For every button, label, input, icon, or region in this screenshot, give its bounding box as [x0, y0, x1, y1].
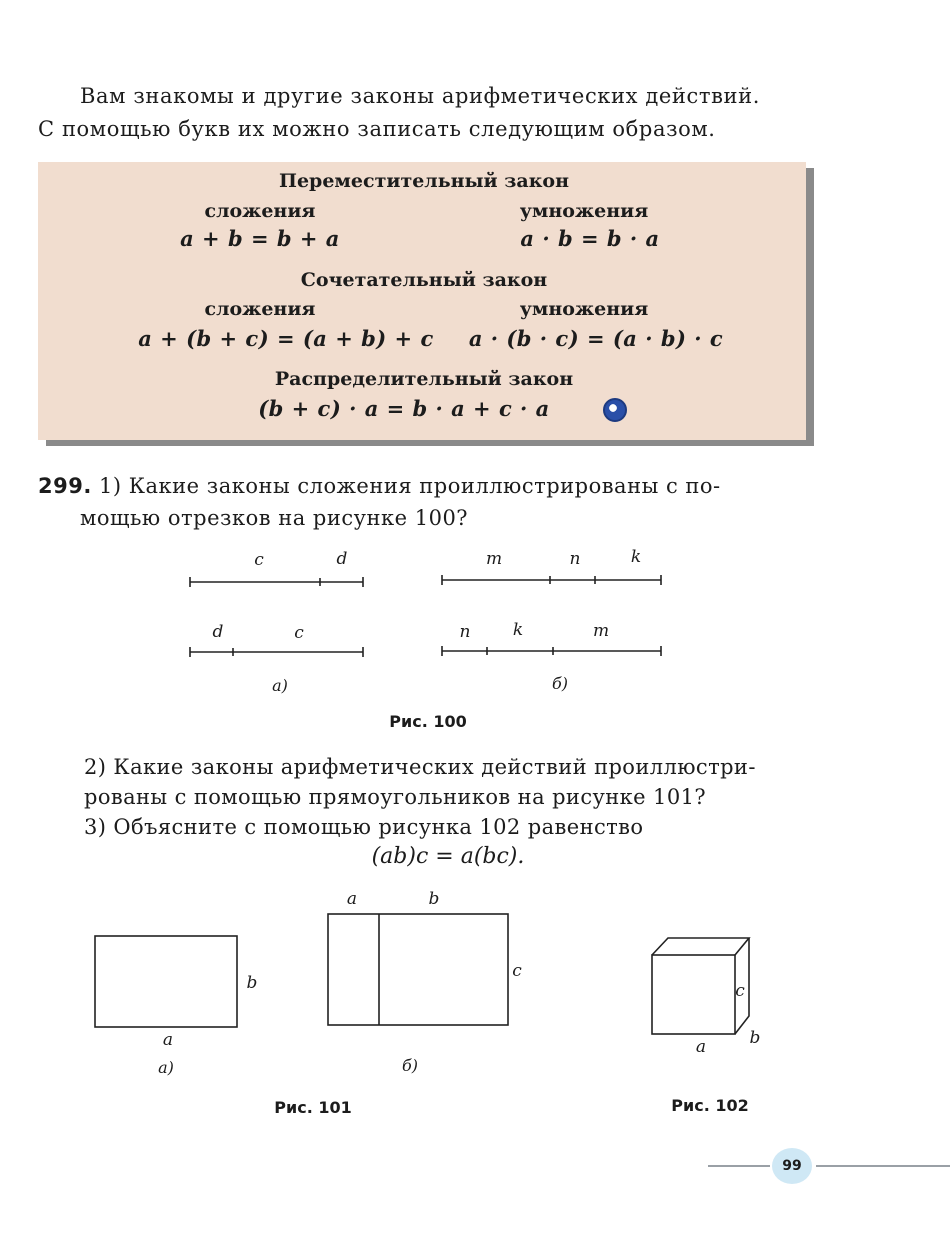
- task-part3-line1: 3) Объясните с помощью рисунка 102 равенство: [84, 815, 644, 839]
- equality-formula: [372, 844, 525, 869]
- fig101a-side-a: a: [162, 1030, 174, 1050]
- associative-mul-label: умножения: [519, 298, 649, 320]
- label-b-top-m: m: [485, 549, 503, 569]
- distributive-formula: (b + c) · a = b · a + c · a: [258, 396, 550, 421]
- footer-rule-right: [816, 1165, 950, 1167]
- associative-mul-formula: a · (b · c) = (a · b) · c: [468, 326, 724, 351]
- fig101a-side-b: b: [246, 973, 258, 993]
- commutative-add-formula: a + b = b + a: [180, 226, 340, 251]
- fig102-edge-c: c: [735, 981, 745, 1001]
- fig102-edge-b: b: [749, 1028, 761, 1048]
- commutative-mul-formula: a · b = b · a: [520, 226, 660, 251]
- associative-law-title: Сочетательный закон: [300, 269, 548, 291]
- footer-rule-left: [708, 1165, 770, 1167]
- rect-101b: [328, 914, 508, 1025]
- label-b-bottom-n: n: [459, 622, 471, 642]
- associative-add-formula: a + (b + c) = (a + b) + c: [138, 326, 434, 351]
- fig101-b-label: б): [401, 1056, 419, 1075]
- fig100-b-label: б): [551, 674, 569, 693]
- intro-line-2: С помощью букв их можно записать следующим образом.: [38, 117, 716, 141]
- label-a-top-c: c: [254, 550, 264, 570]
- fig101b-top-b: b: [428, 889, 440, 909]
- task-part2-line1: 2) Какие законы арифметических действий проиллюстри-: [84, 755, 756, 779]
- task-number: 299.: [38, 474, 92, 498]
- fig101-a-label: а): [158, 1058, 174, 1077]
- page-number: 99: [772, 1148, 812, 1184]
- fig101-caption: Рис. 101: [274, 1098, 352, 1117]
- fig101b-top-a: a: [346, 889, 358, 909]
- commutative-mul-label: умножения: [519, 200, 649, 222]
- fig100-caption: Рис. 100: [389, 712, 467, 731]
- associative-add-label: сложения: [204, 298, 316, 320]
- task-299-parts-2-3: [84, 752, 824, 842]
- label-b-top-n: n: [569, 549, 581, 569]
- label-a-bottom-d: d: [212, 622, 224, 642]
- equality-text: (ab)c = a(bc).: [371, 844, 525, 869]
- label-a-bottom-c: c: [294, 623, 304, 643]
- task-part2-line2: рованы с помощью прямоугольников на рисунке 101?: [84, 785, 706, 809]
- rect-101a: [95, 936, 237, 1027]
- page-footer: [700, 1148, 950, 1188]
- intro-line-1: Вам знакомы и другие законы арифметических действий.: [80, 84, 760, 108]
- fig102-caption: Рис. 102: [671, 1096, 749, 1115]
- fig101b-side-c: c: [512, 961, 522, 981]
- fig102-edge-a: a: [695, 1037, 707, 1057]
- label-a-top-d: d: [336, 549, 348, 569]
- task-part1-line2: мощью отрезков на рисунке 100?: [80, 506, 469, 530]
- commutative-add-label: сложения: [204, 200, 316, 222]
- label-b-top-k: k: [630, 547, 642, 567]
- distributive-law-title: Распределительный закон: [274, 368, 574, 390]
- fig100-a-label: а): [272, 676, 288, 695]
- commutative-law-title: Переместительный закон: [279, 170, 569, 192]
- label-b-bottom-m: m: [592, 621, 610, 641]
- task-part1-line1: 1) Какие законы сложения проиллюстрированы с по-: [99, 474, 721, 498]
- label-b-bottom-k: k: [512, 620, 524, 640]
